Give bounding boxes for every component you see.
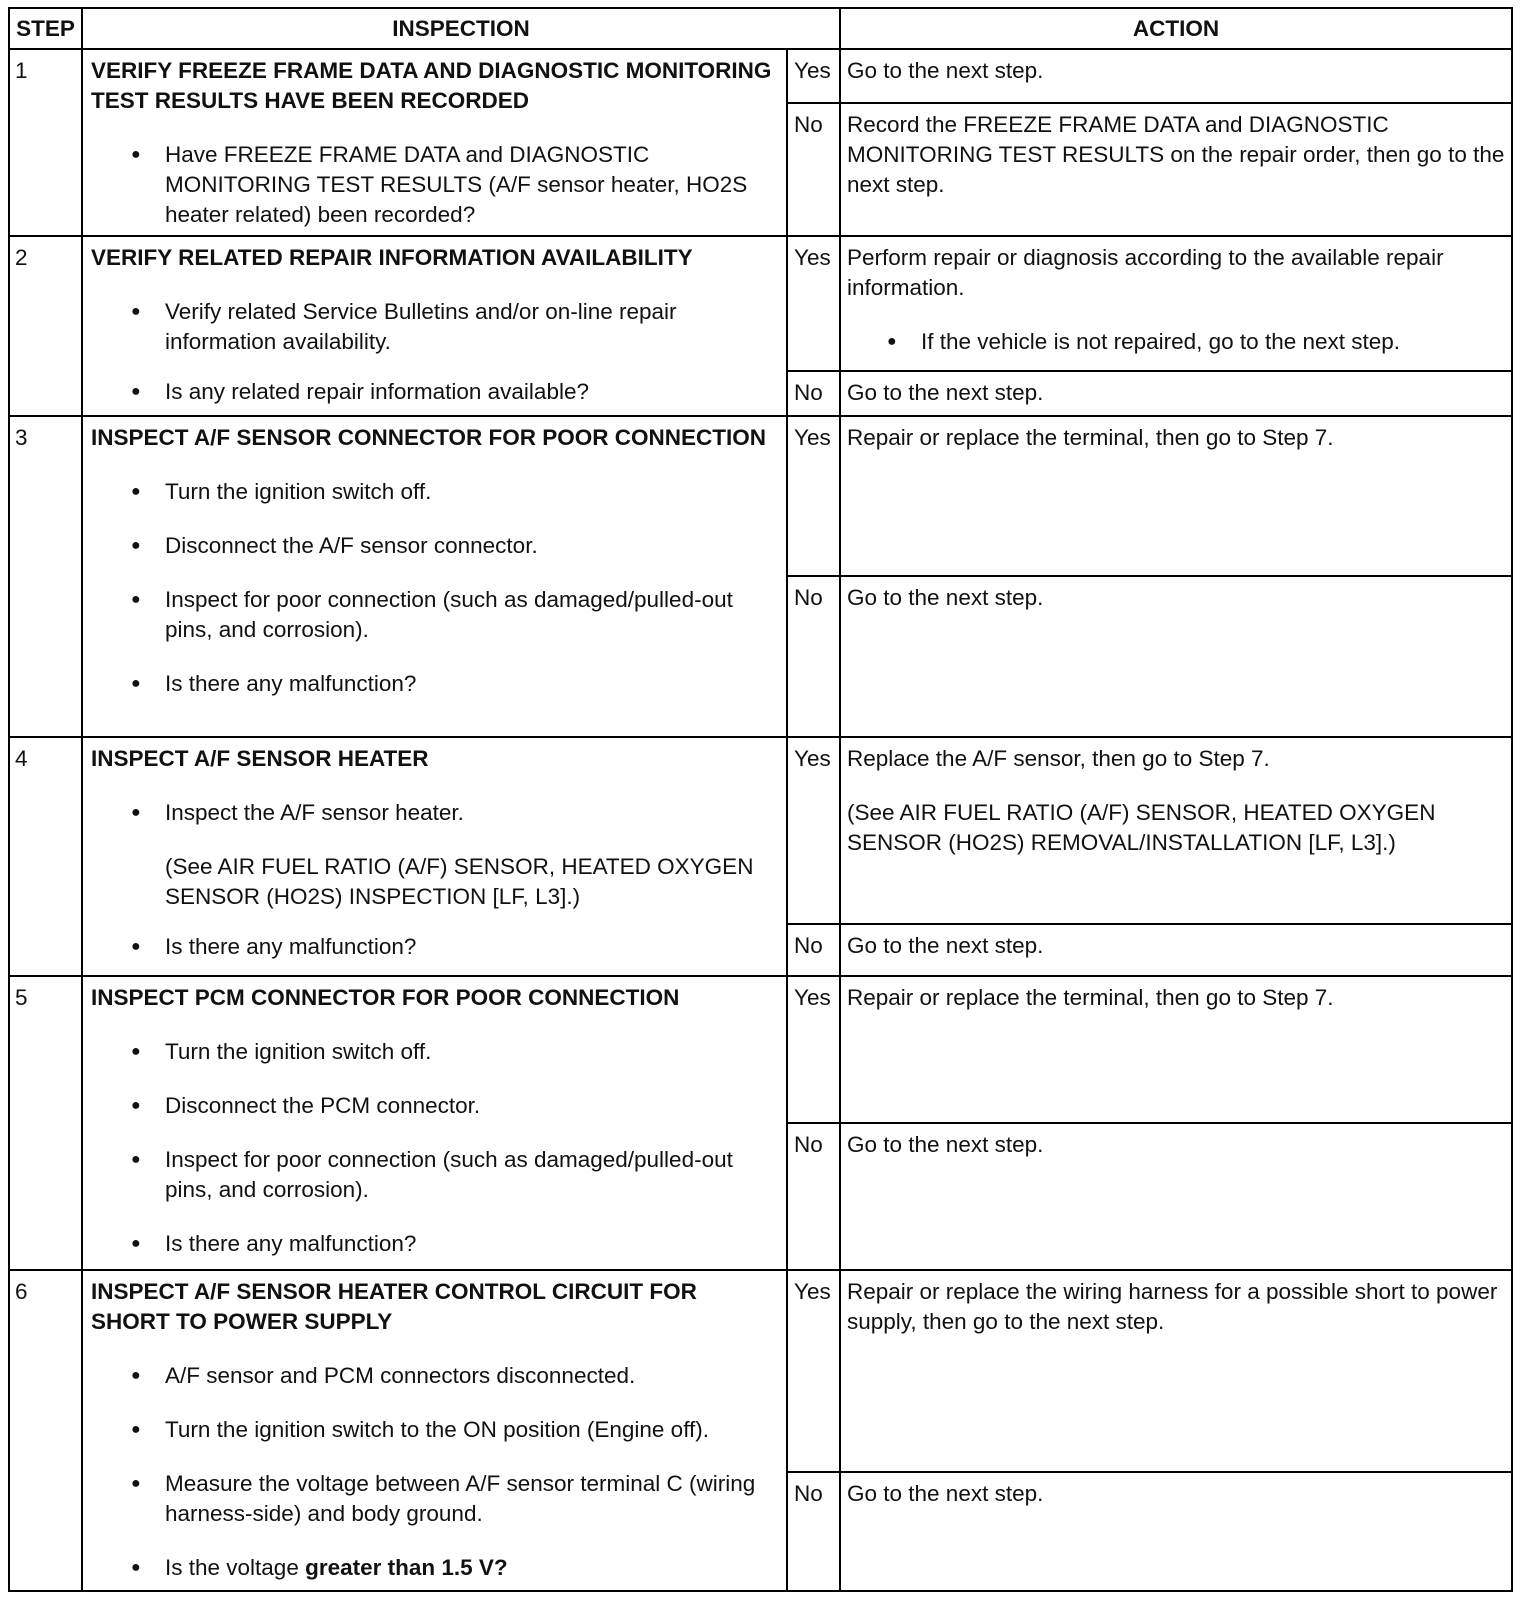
no-label: No: [787, 1472, 840, 1591]
bullet-item: ● Have FREEZE FRAME DATA and DIAGNOSTIC MONITORING TEST RESULTS (A/F sensor heater, HO2S heater related) been recorded?: [91, 140, 778, 230]
yes-label: Yes: [787, 236, 840, 371]
bullet-text: Is the voltage: [165, 1555, 306, 1581]
action-bullet-item: ● If the vehicle is not repaired, go to the next step.: [847, 327, 1505, 357]
action-bullets: [847, 327, 1505, 357]
bullet-item: [91, 1553, 778, 1583]
step-2-inspection: [82, 236, 787, 416]
diagnostic-procedure-table: [8, 7, 1513, 1592]
bullet-item: ● Is there any malfunction?: [91, 669, 778, 699]
no-label: No: [787, 924, 840, 976]
header-inspection: INSPECTION: [82, 8, 840, 49]
bullet-item: ● Turn the ignition switch off.: [91, 1037, 778, 1067]
step-number: 2: [9, 236, 82, 416]
step-number: 6: [9, 1270, 82, 1591]
yes-action: Repair or replace the terminal, then go to Step 7.: [840, 976, 1512, 1123]
step-title: VERIFY FREEZE FRAME DATA AND DIAGNOSTIC MONITORING TEST RESULTS HAVE BEEN RECORDED: [91, 58, 772, 114]
yes-action: Go to the next step.: [840, 49, 1512, 102]
header-row: [9, 8, 1512, 49]
bullet-item: ● Inspect for poor connection (such as damaged/pulled-out pins, and corrosion).: [91, 585, 778, 645]
bullet-item: ● Is there any malfunction?: [91, 1229, 778, 1259]
yes-label: Yes: [787, 976, 840, 1123]
bullet-item: ● Verify related Service Bulletins and/or on-line repair information availability.: [91, 297, 778, 357]
header-step: STEP: [9, 8, 82, 49]
no-label: No: [787, 371, 840, 416]
no-action: Go to the next step.: [840, 924, 1512, 976]
step-1-inspection: [82, 49, 787, 235]
step-1-row-yes: [9, 49, 1512, 102]
bullet-item: ● Measure the voltage between A/F sensor terminal C (wiring harness-side) and body ground.: [91, 1469, 778, 1529]
step-title: INSPECT A/F SENSOR CONNECTOR FOR POOR CONNECTION: [91, 425, 767, 451]
step-bullets: [91, 140, 778, 230]
step-4-inspection: [82, 737, 787, 976]
yes-label: Yes: [787, 1270, 840, 1472]
step-bullets: [91, 297, 778, 407]
bullet-item: ● Disconnect the PCM connector.: [91, 1091, 778, 1121]
step-title: INSPECT A/F SENSOR HEATER CONTROL CIRCUIT FOR SHORT TO POWER SUPPLY: [91, 1279, 697, 1335]
header-action: ACTION: [840, 8, 1512, 49]
no-action: Go to the next step.: [840, 576, 1512, 737]
bullet-item: ● A/F sensor and PCM connectors disconnected.: [91, 1361, 778, 1391]
step-title: INSPECT A/F SENSOR HEATER: [91, 746, 429, 772]
step-bullets: [91, 798, 778, 828]
no-action: Go to the next step.: [840, 1123, 1512, 1270]
step-3-inspection: [82, 416, 787, 737]
bullet-item: ● Inspect for poor connection (such as damaged/pulled-out pins, and corrosion).: [91, 1145, 778, 1205]
no-label: No: [787, 103, 840, 236]
step-number: 3: [9, 416, 82, 737]
reference-note: (See AIR FUEL RATIO (A/F) SENSOR, HEATED OXYGEN SENSOR (HO2S) INSPECTION [LF, L3].): [165, 854, 754, 910]
no-label: No: [787, 1123, 840, 1270]
step-number: 5: [9, 976, 82, 1270]
yes-label: Yes: [787, 49, 840, 102]
bullet-item: ● Turn the ignition switch to the ON position (Engine off).: [91, 1415, 778, 1445]
step-6-row-yes: [9, 1270, 1512, 1472]
yes-action: Perform repair or diagnosis according to the available repair information.: [847, 244, 1444, 300]
bullet-item: ● Inspect the A/F sensor heater.: [91, 798, 778, 828]
bullet-item: ● Turn the ignition switch off.: [91, 477, 778, 507]
yes-action-cell: [840, 236, 1512, 371]
step-title: INSPECT PCM CONNECTOR FOR POOR CONNECTION: [91, 985, 680, 1011]
step-bullets: [91, 1361, 778, 1583]
no-action: Record the FREEZE FRAME DATA and DIAGNOSTIC MONITORING TEST RESULTS on the repair order, then go to the next step.: [840, 103, 1512, 236]
bullet-item: ● Is there any malfunction?: [91, 932, 778, 962]
step-3-row-yes: [9, 416, 1512, 576]
step-2-row-yes: [9, 236, 1512, 371]
step-bullets: [91, 477, 778, 699]
bullet-item: ● Disconnect the A/F sensor connector.: [91, 531, 778, 561]
yes-action-cell: [840, 737, 1512, 923]
yes-label: Yes: [787, 737, 840, 923]
no-label: No: [787, 576, 840, 737]
step-number: 4: [9, 737, 82, 976]
step-6-inspection: [82, 1270, 787, 1591]
yes-action: Repair or replace the wiring harness for a possible short to power supply, then go to the next step.: [840, 1270, 1512, 1472]
step-5-inspection: [82, 976, 787, 1270]
reference-note: (See AIR FUEL RATIO (A/F) SENSOR, HEATED OXYGEN SENSOR (HO2S) REMOVAL/INSTALLATION [LF, L3].): [847, 800, 1436, 856]
yes-action: Repair or replace the terminal, then go to Step 7.: [840, 416, 1512, 576]
step-bullets: [91, 932, 778, 962]
yes-action: Replace the A/F sensor, then go to Step 7.: [847, 746, 1270, 772]
step-5-row-yes: [9, 976, 1512, 1123]
bullet-threshold: greater than 1.5 V?: [305, 1555, 508, 1581]
bullet-item: ● Is any related repair information available?: [91, 377, 778, 407]
step-title: VERIFY RELATED REPAIR INFORMATION AVAILABILITY: [91, 244, 693, 270]
no-action: Go to the next step.: [840, 1472, 1512, 1591]
step-4-row-yes: [9, 737, 1512, 923]
step-number: 1: [9, 49, 82, 235]
yes-label: Yes: [787, 416, 840, 576]
step-bullets: [91, 1037, 778, 1259]
no-action: Go to the next step.: [840, 371, 1512, 416]
